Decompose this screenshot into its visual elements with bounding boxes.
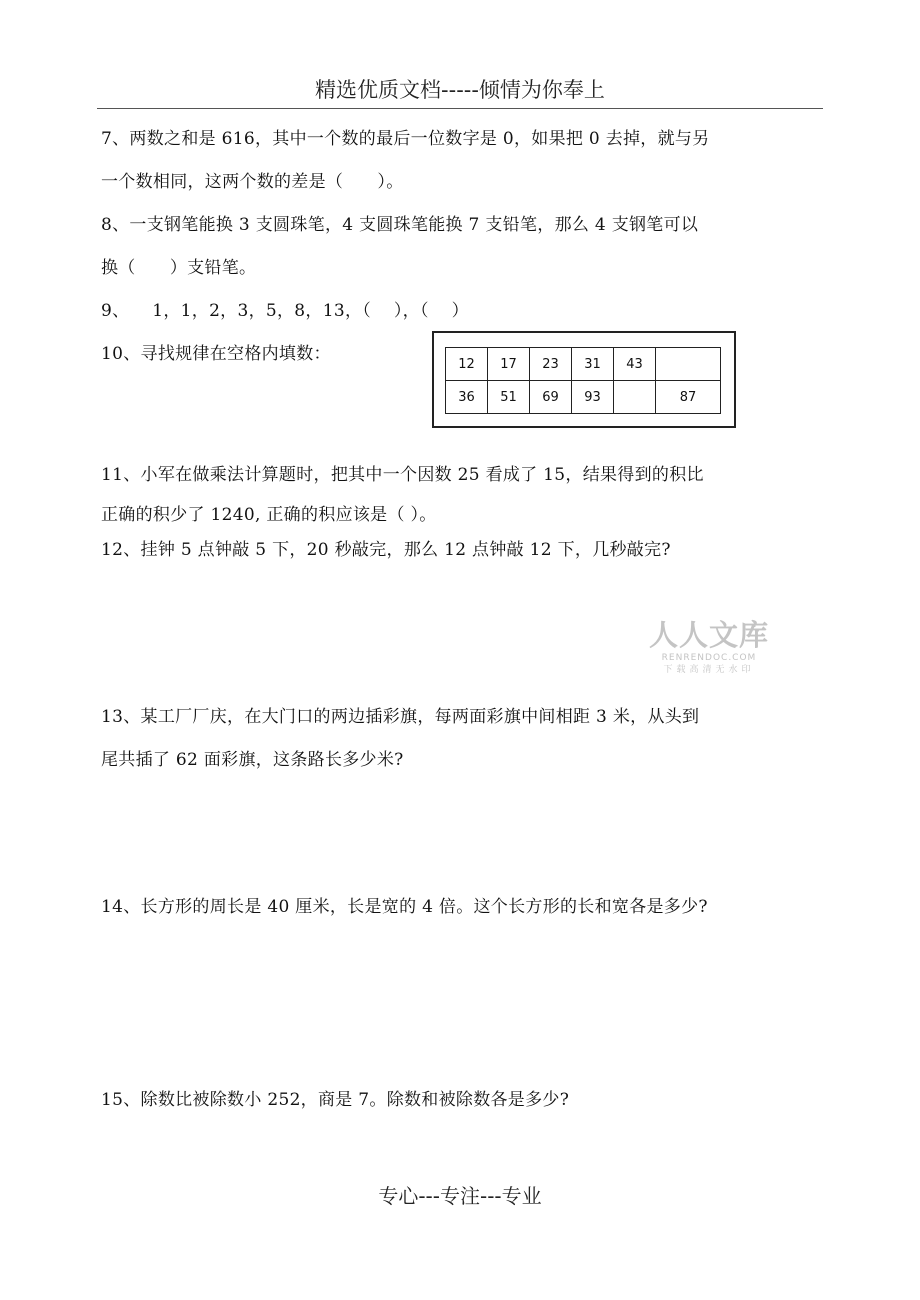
watermark-title: 人人文库 [648,618,769,652]
watermark-logo [646,618,772,676]
question-12: 12、挂钟 5 点钟敲 5 下，20 秒敲完，那么 12 点钟敲 12 下，几秒敲完? [101,540,671,560]
grid-row-1 [446,348,721,381]
watermark-subtitle: 下载高清无水印 [663,665,755,675]
grid-cell: 51 [488,381,530,414]
question-15: 15、除数比被除数小 252，商是 7。除数和被除数各是多少? [101,1090,570,1110]
grid-cell: 23 [530,348,572,381]
watermark-url: RENRENDOC.COM [661,653,757,663]
pattern-grid [445,347,721,414]
grid-cell [614,381,656,414]
question-11-line-2: 正确的积少了 1240, 正确的积应该是（ ）。 [101,505,437,525]
question-9: 9、 1，1，2，3，5，8，13，（ ），（ ） [101,301,469,321]
question-10: 10、寻找规律在空格内填数： [101,344,331,364]
page-header: 精选优质文档-----倾情为你奉上 [97,74,823,109]
question-13-line-2: 尾共插了 62 面彩旗，这条路长多少米? [101,750,404,770]
question-13-line-1: 13、某工厂厂庆，在大门口的两边插彩旗，每两面彩旗中间相距 3 米，从头到 [101,707,700,727]
question-8-line-1: 8、一支钢笔能换 3 支圆珠笔，4 支圆珠笔能换 7 支铅笔，那么 4 支钢笔可以 [101,215,699,235]
grid-row-2 [446,381,721,414]
grid-cell: 12 [446,348,488,381]
grid-cell: 93 [572,381,614,414]
grid-cell: 43 [614,348,656,381]
grid-cell: 36 [446,381,488,414]
question-11-line-1: 11、小军在做乘法计算题时，把其中一个因数 25 看成了 15，结果得到的积比 [101,465,704,485]
grid-cell: 69 [530,381,572,414]
question-8-line-2: 换（ ）支铅笔。 [101,258,257,278]
grid-cell [656,348,721,381]
question-7-line-2: 一个数相同，这两个数的差是（ ）。 [101,172,404,192]
question-14: 14、长方形的周长是 40 厘米，长是宽的 4 倍。这个长方形的长和宽各是多少? [101,897,708,917]
grid-cell: 17 [488,348,530,381]
question-7-line-1: 7、两数之和是 616，其中一个数的最后一位数字是 0，如果把 0 去掉，就与另 [101,129,710,149]
pattern-grid-frame [432,331,736,428]
grid-cell: 31 [572,348,614,381]
page-footer: 专心---专注---专业 [378,1184,542,1208]
grid-cell: 87 [656,381,721,414]
